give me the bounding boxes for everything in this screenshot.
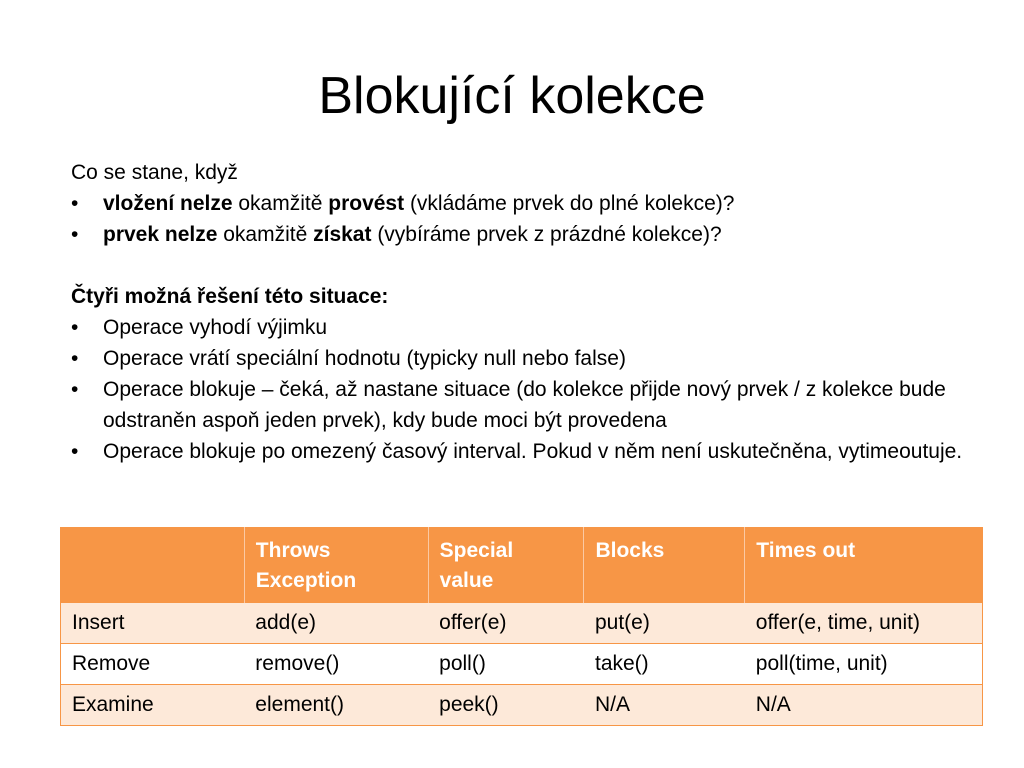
table-row	[61, 603, 983, 644]
table-cell: poll()	[428, 644, 584, 685]
text-span: okamžitě	[232, 192, 329, 215]
table-cell: poll(time, unit)	[745, 644, 983, 685]
slide-body	[71, 157, 991, 467]
list-item	[71, 343, 991, 374]
table-cell: N/A	[584, 685, 745, 726]
spacer	[71, 250, 991, 281]
operations-table	[60, 527, 983, 726]
table-cell: remove()	[244, 644, 428, 685]
bullet-icon: •	[71, 192, 79, 215]
header-cell-special-value: Special value	[428, 528, 584, 603]
table-cell: put(e)	[584, 603, 745, 644]
bold-text: prvek nelze	[103, 223, 218, 246]
text-span: (vkládáme prvek do plné kolekce)?	[404, 192, 735, 215]
list-item-text: Operace blokuje – čeká, až nastane situace (do kolekce přijde nový prvek / z kolekce bude odstraněn aspoň jeden prvek), kdy bude moci být provedena	[103, 378, 946, 432]
text-span: okamžitě	[217, 223, 314, 246]
question-list	[71, 188, 991, 250]
row-label-cell: Insert	[61, 603, 245, 644]
row-label-cell: Examine	[61, 685, 245, 726]
solutions-list	[71, 312, 991, 467]
header-cell-blocks: Blocks	[584, 528, 745, 603]
text-span: (vybíráme prvek z prázdné kolekce)?	[371, 223, 722, 246]
header-cell-throws-exception: Throws Exception	[244, 528, 428, 603]
list-item	[71, 188, 991, 219]
bold-text: provést	[328, 192, 405, 215]
table-row	[61, 644, 983, 685]
row-label-cell: Remove	[61, 644, 245, 685]
table-cell: N/A	[745, 685, 983, 726]
header-cell-times-out: Times out	[745, 528, 983, 603]
bullet-icon: •	[71, 316, 79, 339]
header-cell-empty	[61, 528, 245, 603]
bold-text: Čtyři možná řešení této situace:	[71, 285, 389, 308]
list-item-text: Operace vrátí speciální hodnotu (typicky null nebo false)	[103, 347, 626, 370]
table-header-row	[61, 528, 983, 603]
list-item-text: Operace vyhodí výjimku	[103, 316, 328, 339]
bold-text: vložení nelze	[103, 192, 233, 215]
table-cell: add(e)	[244, 603, 428, 644]
solutions-heading	[71, 281, 991, 312]
slide-title: Blokující kolekce	[318, 67, 706, 125]
bullet-icon: •	[71, 347, 79, 370]
list-item-text: Operace blokuje po omezený časový interval. Pokud v něm není uskutečněna, vytimeoutuje.	[103, 440, 963, 463]
bullet-icon: •	[71, 440, 79, 463]
bullet-icon: •	[71, 223, 79, 246]
list-item	[71, 374, 991, 436]
table-cell: offer(e)	[428, 603, 584, 644]
table-cell: offer(e, time, unit)	[745, 603, 983, 644]
intro-text: Co se stane, když	[71, 161, 238, 184]
bullet-icon: •	[71, 378, 79, 401]
table-row	[61, 685, 983, 726]
list-item	[71, 312, 991, 343]
table-cell: element()	[244, 685, 428, 726]
bold-text: získat	[313, 223, 372, 246]
list-item	[71, 219, 991, 250]
table-cell: take()	[584, 644, 745, 685]
table-cell: peek()	[428, 685, 584, 726]
list-item	[71, 436, 991, 467]
